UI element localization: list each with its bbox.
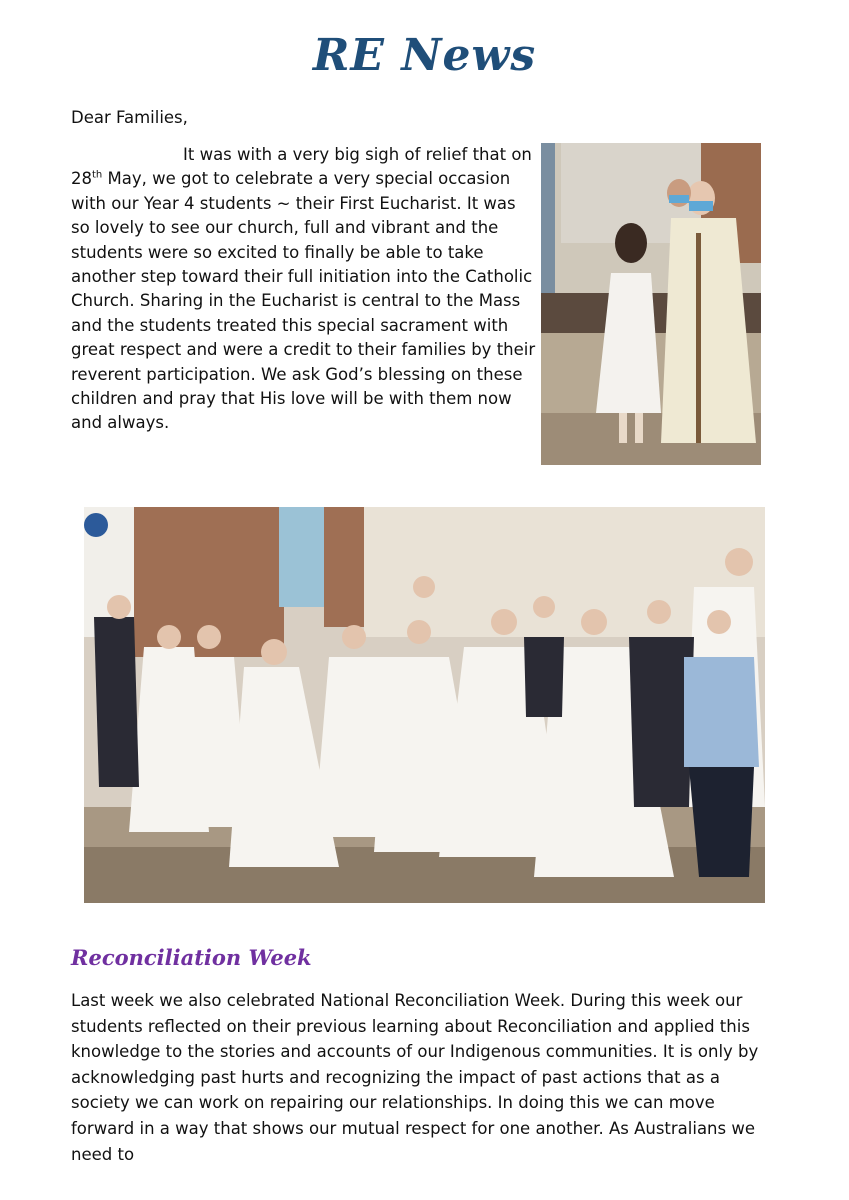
reconciliation-week-heading: Reconciliation Week [71, 945, 312, 970]
intro-paragraph [71, 143, 537, 436]
intro-text-rest: May, we got to celebrate a very special occasion with our Year 4 students ~ their First Eucharist. It was so lovely to see our church, full and vibrant and the students were so excited to finally be able to take another step toward their full initiation into the Catholic Church. Sharing in the Eucharist is central to the Mass and the students treated this special sacrament with great respect and were a credit to their families by their reverent participation. We ask God’s blessing on these children and pray that His love will be with them now and always. [71, 169, 536, 433]
group-photo-illustration [84, 507, 765, 903]
greeting: Dear Families, [71, 108, 188, 127]
first-eucharist-group-photo [84, 507, 765, 903]
communion-photo-illustration [541, 143, 761, 465]
date-ordinal-suffix: th [92, 169, 103, 181]
reconciliation-paragraph: Last week we also celebrated National Reconciliation Week. During this week our students reflected on their previous learning about Reconciliation and applied this knowledge to the stories and accounts of our Indigenous communities. It is only by acknowledging past hurts and recognizing the impact of past actions that as a society we can work on repairing our relationships. In doing this we can move forward in a way that shows our mutual respect for one another. As Australians we need to [71, 991, 759, 1164]
page-title: RE News [312, 30, 537, 81]
intro-text-start: It was with a very big sigh of relief that on 28 [71, 145, 532, 189]
first-eucharist-communion-photo [541, 143, 761, 465]
